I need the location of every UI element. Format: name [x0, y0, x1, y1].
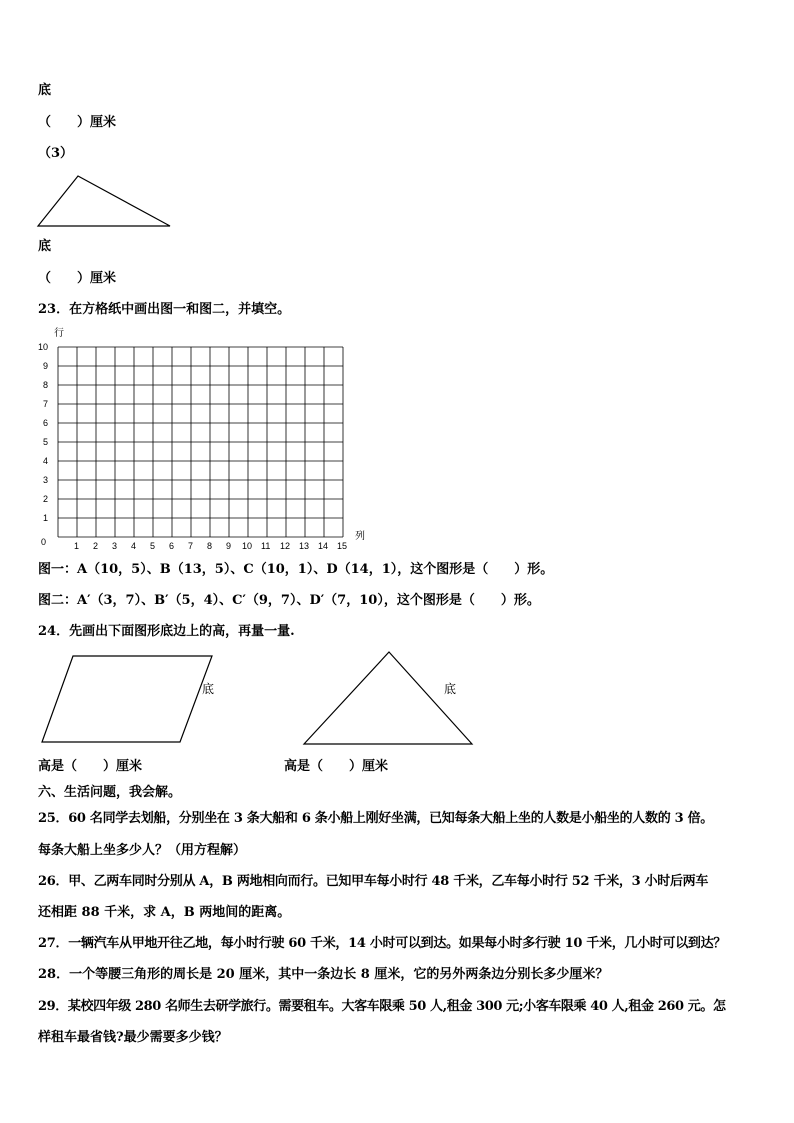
- q23-prompt: 23．在方格纸中画出图一和图二，并填空。: [38, 302, 291, 317]
- x-tick-label: 6: [169, 541, 175, 551]
- origin-label: 0: [41, 537, 47, 547]
- part-3-label: （3）: [38, 146, 74, 161]
- x-tick-label: 9: [226, 541, 232, 551]
- y-tick-label: 2: [43, 494, 49, 504]
- y-tick-label: 8: [43, 380, 49, 390]
- q29-line2: 样租车最省钱?最少需要多少钱？: [38, 1030, 228, 1045]
- parallelogram: [42, 656, 215, 742]
- y-tick-label: 5: [43, 437, 49, 447]
- y-tick-label: 7: [43, 399, 49, 409]
- x-tick-label: 11: [261, 541, 271, 551]
- x-tick-label: 1: [74, 541, 80, 551]
- q29-line1: 29．某校四年级 280 名师生去研学旅行。需要租车。大客车限乘 50 人,租金 300 元;小客车限乘 40 人,租金 260 元。怎: [38, 999, 726, 1014]
- figure1-text: 图一：A（10，5）、B（13，5）、C（10，1）、D（14，1），这个图形是（ ）形。: [38, 562, 554, 577]
- triangle-base-label: 底: [444, 682, 457, 696]
- y-tick-label: 9: [43, 361, 49, 371]
- figure2-text: 图二：A′（3，7）、B′（5，4）、C′（9，7）、D′（7，10），这个图形是（ ）形。: [38, 593, 540, 608]
- parallelogram-height-answer: 高是（ ）厘米: [38, 759, 143, 774]
- x-tick-label: 15: [337, 541, 348, 551]
- x-tick-label: 8: [207, 541, 213, 551]
- answer-blank-3: （ ）厘米: [38, 271, 117, 286]
- x-tick-label: 3: [112, 541, 118, 551]
- x-tick-label: 10: [242, 541, 253, 551]
- q25-line2: 每条大船上坐多少人？（用方程解）: [38, 843, 247, 858]
- section6-heading: 六、生活问题，我会解。: [38, 785, 182, 800]
- q28-text: 28．一个等腰三角形的周长是 20 厘米，其中一条边长 8 厘米，它的另外两条边分别长多少厘米？: [38, 967, 609, 982]
- x-tick-label: 2: [93, 541, 99, 551]
- y-axis-label: 行: [54, 328, 64, 339]
- y-tick-label: 3: [43, 475, 49, 485]
- y-tick-label: 6: [43, 418, 49, 428]
- q27-text: 27．一辆汽车从甲地开往乙地，每小时行驶 60 千米，14 小时可以到达。如果每小时多行驶 10 千米，几小时可以到达？: [38, 936, 726, 951]
- q24-prompt: 24．先画出下面图形底边上的高，再量一量.: [38, 624, 295, 639]
- x-tick-label: 14: [318, 541, 329, 551]
- answer-blank-2: （ ）厘米: [38, 115, 117, 130]
- parallelogram-base-label: 底: [202, 682, 215, 696]
- x-tick-label: 4: [131, 541, 137, 551]
- base-label-3: 底: [38, 239, 52, 254]
- y-tick-label: 10: [38, 342, 49, 352]
- base-label-2: 底: [38, 83, 52, 98]
- x-tick-label: 5: [150, 541, 156, 551]
- x-axis-label: 列: [355, 531, 365, 542]
- q26-line1: 26．甲、乙两车同时分别从 A，B 两地相向而行。已知甲车每小时行 48 千米，乙车每小时行 52 千米，3 小时后两车: [38, 874, 709, 889]
- triangle-height-answer: 高是（ ）厘米: [284, 759, 389, 774]
- x-tick-label: 13: [299, 541, 310, 551]
- triangle: [304, 652, 472, 744]
- x-tick-label: 12: [280, 541, 291, 551]
- y-tick-label: 4: [43, 456, 49, 466]
- q25-line1: 25．60 名同学去划船，分别坐在 3 条大船和 6 条小船上刚好坐满，已知每条大船上坐的人数是小船坐的人数的 3 倍。: [38, 811, 714, 826]
- y-tick-label: 1: [43, 513, 49, 523]
- q26-line2: 还相距 88 千米，求 A，B 两地间的距离。: [38, 905, 291, 920]
- x-tick-label: 7: [188, 541, 194, 551]
